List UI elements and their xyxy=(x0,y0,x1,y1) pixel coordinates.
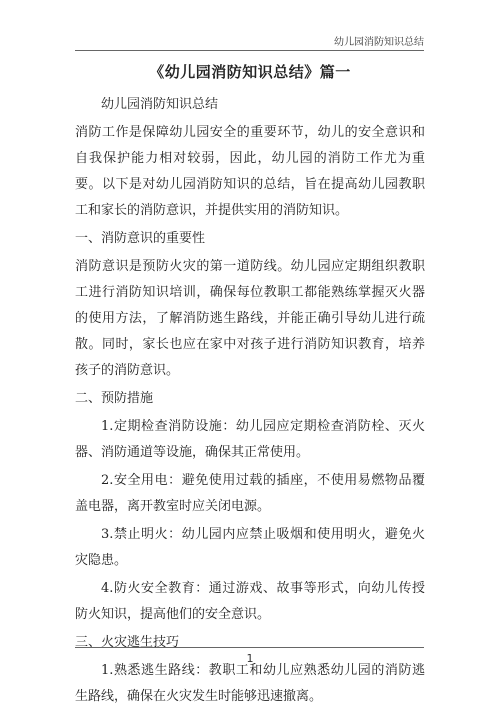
awareness-paragraph: 消防意识是预防火灾的第一道防线。幼儿园应定期组织教职工进行消防知识培训，确保每位教职工都能熟练掌握灭火器的使用方法，了解消防逃生路线，并能正确引导幼儿进行疏散。同时，家长也应在家中对孩子进行消防知识教育，培养孩子的消防意识。 xyxy=(75,259,425,378)
section-heading-awareness: 一、消防意识的重要性 xyxy=(75,231,206,246)
header-divider xyxy=(75,50,424,51)
prevention-item: 2.安全用电：避免使用过载的插座，不使用易燃物品覆盖电器，离开教室时应关闭电源。 xyxy=(75,473,425,514)
document-title: 《幼儿园消防知识总结》篇一 xyxy=(149,63,351,81)
footer-divider xyxy=(75,647,424,648)
running-header: 幼儿园消防知识总结 xyxy=(334,37,424,48)
prevention-item: 1.定期检查消防设施：幼儿园应定期检查消防栓、灭火器、消防通道等设施，确保其正常使用。 xyxy=(75,419,425,460)
page-number: 1 xyxy=(246,652,254,665)
prevention-item: 3.禁止明火：幼儿园内应禁止吸烟和使用明火，避免火灾隐患。 xyxy=(75,527,425,568)
escape-item: 1.熟悉逃生路线：教职工和幼儿应熟悉幼儿园的消防逃生路线，确保在火灾发生时能够迅速撤离。 xyxy=(75,663,425,704)
section-heading-prevention: 二、预防措施 xyxy=(75,391,154,406)
document-body xyxy=(75,58,425,712)
document-subtitle: 幼儿园消防知识总结 xyxy=(101,97,219,112)
prevention-item: 4.防火安全教育：通过游戏、故事等形式，向幼儿传授防火知识，提高他们的安全意识。 xyxy=(75,581,425,622)
section-heading-escape: 三、火灾逃生技巧 xyxy=(75,635,180,650)
intro-paragraph: 消防工作是保障幼儿园安全的重要环节，幼儿的安全意识和自我保护能力相对较弱，因此，幼儿园的消防工作尤为重要。以下是对幼儿园消防知识的总结，旨在提高幼儿园教职工和家长的消防意识，并提供实用的消防知识。 xyxy=(75,125,425,218)
